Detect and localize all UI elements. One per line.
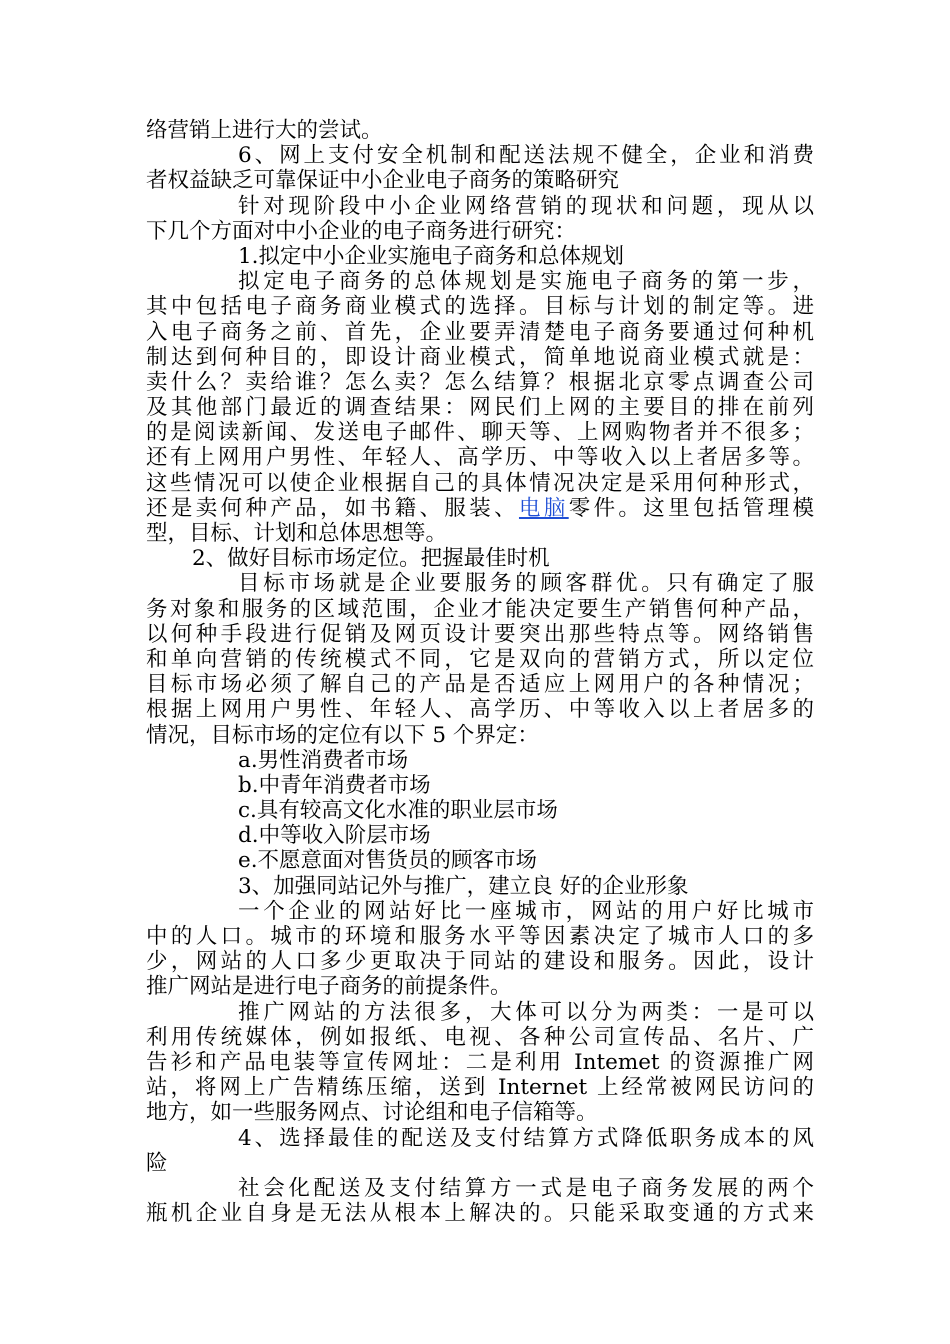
text-line: 者权益缺乏可靠保证中小企业电子商务的策略研究 [146,168,620,194]
list-item: c.具有较高文化水准的职业层市场 [238,798,558,824]
text-line: 情况，目标市场的定位有以下 5 个界定： [146,722,539,748]
text-line: 络营销上进行大的尝试。 [146,118,383,143]
text-line: 少，网站的人口多少更取决于同站的建设和服务。因此，设计 [146,949,814,975]
section-heading: 1.拟定中小企业实施电子商务和总体规划 [238,243,625,269]
section-heading: 3、加强同站记外与推广，建立良 好的企业形象 [238,873,689,899]
list-item: b.中青年消费者市场 [238,772,431,798]
text-line: 下几个方面对中小企业的电子商务进行研究： [146,218,577,244]
text-line: 及其他部门最近的调查结果：网民们上网的主要目的排在前列 [146,395,814,421]
text-line: 务对象和服务的区域范围，企业才能决定要生产销售何种产品， [146,596,814,622]
text-line: 和单向营销的传统模式不同，它是双向的营销方式，所以定位 [146,646,814,672]
text-line: 这些情况可以使企业根据自己的具体情况决定是采用何种形式， [146,470,814,496]
text-line: 制达到何种目的，即设计商业模式，简单地说商业模式就是： [146,344,814,370]
section-heading: 4、选择最佳的配送及支付结算方式降低职务成本的风 [238,1125,814,1151]
text-line-with-link [146,496,814,521]
section-heading: 2、做好目标市场定位。把握最佳时机 [192,546,550,572]
body-text [146,118,814,1226]
text-line: 目标市场必须了解自己的产品是否适应上网用户的各种情况； [146,672,814,698]
text-line: 中的人口。城市的环境和服务水平等因素决定了城市人口的多 [146,924,814,949]
list-item: d.中等收入阶层市场 [238,823,431,849]
text-line: 型，目标、计划和总体思想等。 [146,521,448,546]
text-line: 以何种手段进行促销及网页设计要突出那些特点等。网络销售 [146,621,814,647]
text-line: 社会化配送及支付结算方一式是电子商务发展的两个 [238,1175,814,1201]
text-line: 的是阅读新闻、发送电子邮件、聊天等、上网购物者并不很多； [146,420,814,446]
text-line: 推广网站的方法很多，大体可以分为两类：一是可以 [238,999,814,1025]
text-line: 针对现阶段中小企业网络营销的现状和问题，现从以 [238,193,814,219]
text-line: 还有上网用户男性、年轻人、高学历、中等收入以上者居多等。 [146,445,814,471]
text-line: 站，将网上广告精练压缩，送到 Internet 上经常被网民访问的 [146,1075,814,1101]
text-line: 入电子商务之前、首先，企业要弄清楚电子商务要通过何种机 [146,319,814,345]
text-line: 推广网站是进行电子商务的前提条件。 [146,974,512,1000]
text-line: 告衫和产品电装等宣传网址：二是利用 Intemet 的资源推广网 [146,1049,814,1075]
text-line: 地方，如一些服务网点、讨论组和电子信箱等。 [146,1100,598,1126]
text-line: 瓶机企业自身是无法从根本上解决的。只能采取变通的方式来 [146,1201,814,1227]
text-line: 拟定电子商务的总体规划是实施电子商务的第一步， [238,269,814,295]
list-item: a.男性消费者市场 [238,747,409,773]
list-item: e.不愿意面对售货员的顾客市场 [238,848,538,874]
text-line: 利用传统媒体，例如报纸、电视、各种公司宣传品、名片、广 [146,1024,814,1050]
text-line: 其中包括电子商务商业模式的选择。目标与计划的制定等。进 [146,294,814,320]
text-line: 一个企业的网站好比一座城市，网站的用户好比城市 [238,898,814,924]
section-heading: 险 [146,1150,168,1176]
text-line: 卖什么？卖给谁？怎么卖？怎么结算？根据北京零点调查公司 [146,369,814,395]
text-after-link: 零件。这里包括管理模 [568,495,814,521]
text-line: 根据上网用户男性、年轻人、高学历、中等收入以上者居多的 [146,697,814,723]
text-line: 6、网上支付安全机制和配送法规不健全，企业和消费 [238,143,814,169]
computer-link[interactable]: 电脑 [518,495,569,521]
text-line: 目标市场就是企业要服务的顾客群优。只有确定了服 [238,571,814,597]
text-before-link: 还是卖何种产品，如书籍、服装、 [146,495,519,521]
